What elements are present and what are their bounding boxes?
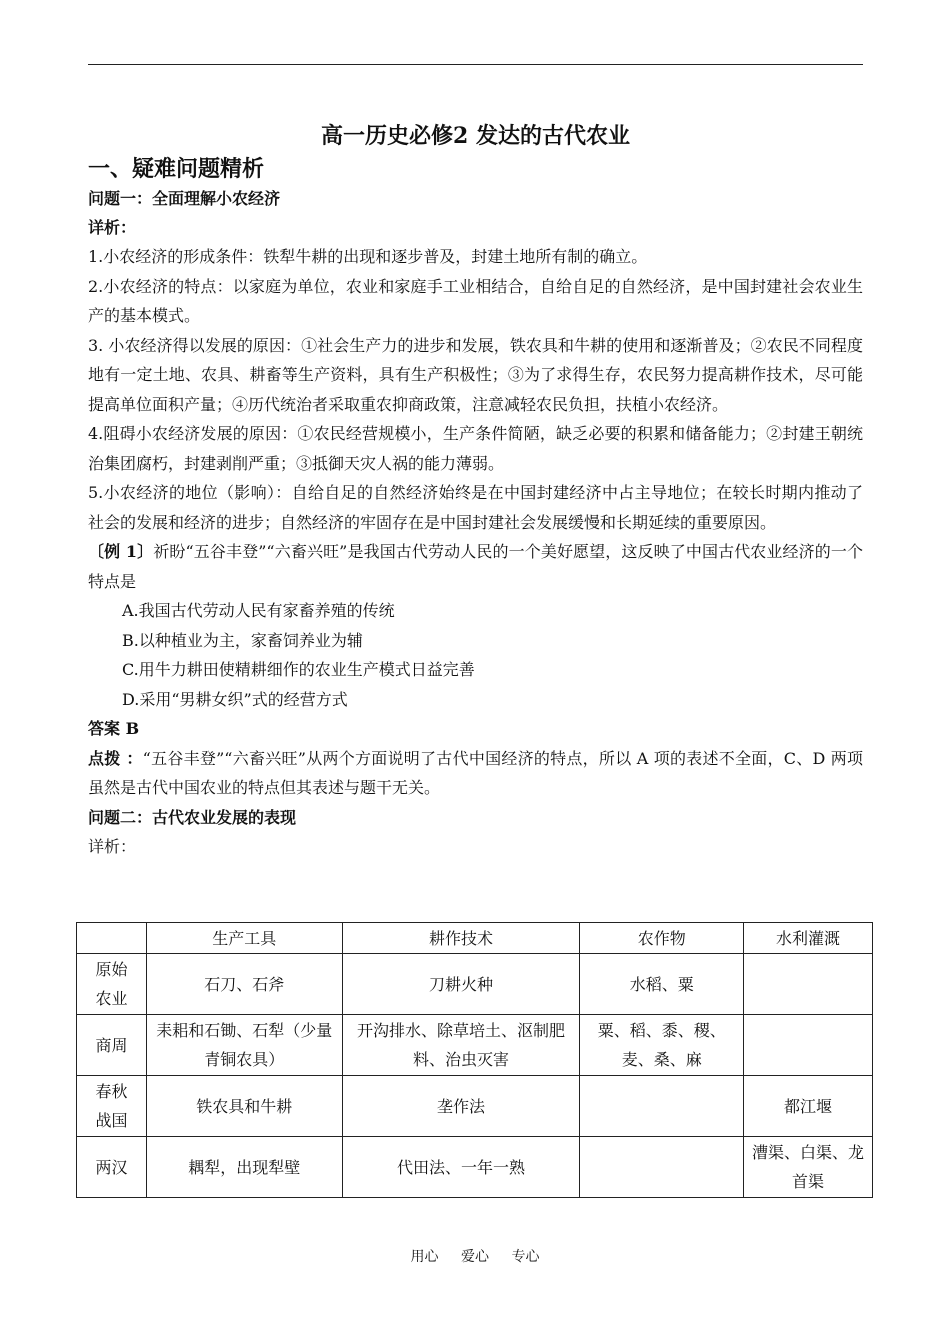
footer-text: 爱心 xyxy=(461,1249,489,1265)
table-cell: 石刀、石斧 xyxy=(146,954,342,1015)
example-question xyxy=(88,537,863,596)
hint-text: “五谷丰登”“六畜兴旺”从两个方面说明了古代中国经济的特点，所以 A 项的表述不全面，C、D 两项虽然是古代中国农业的特点但其表述与题干无关。 xyxy=(88,748,863,797)
table-header-row xyxy=(77,923,873,954)
table-cell: 开沟排水、除草培土、沤制肥料、治虫灭害 xyxy=(342,1015,580,1076)
table-cell: 粟、稻、黍、稷、麦、桑、麻 xyxy=(580,1015,744,1076)
detail-label-plain: 详析： xyxy=(88,836,137,856)
table-row xyxy=(77,954,873,1015)
table-row xyxy=(77,1076,873,1137)
table-header-cell: 耕作技术 xyxy=(342,923,580,954)
table-cell: 漕渠、白渠、龙首渠 xyxy=(744,1137,873,1198)
table-row xyxy=(77,1137,873,1198)
table-cell: 代田法、一年一熟 xyxy=(342,1137,580,1198)
header-rule xyxy=(88,64,863,65)
document-body xyxy=(88,118,863,861)
hint-label: 点拨 ： xyxy=(88,748,143,768)
point-3: 3. 小农经济得以发展的原因：①社会生产力的进步和发展，铁农具和牛耕的使用和逐渐普及；②农民不同程度地有一定土地、农具、耕畜等生产资料，具有生产积极性；③为了求得生存，农民努力提高耕作技术，尽可能提高单位面积产量；④历代统治者采取重农抑商政策，注意减轻农民负担，扶植小农经济。 xyxy=(88,335,863,414)
hint xyxy=(88,744,863,803)
point-2: 2.小农经济的特点：以家庭为单位，农业和家庭手工业相结合，自给自足的自然经济，是中国封建社会农业生产的基本模式。 xyxy=(88,276,863,325)
table-cell: 春秋 战国 xyxy=(77,1076,147,1137)
table-row xyxy=(77,1015,873,1076)
page-title: 高一历史必修2 发达的古代农业 xyxy=(321,123,630,149)
table-cell: 水稻、粟 xyxy=(580,954,744,1015)
point-1: 1.小农经济的形成条件：铁犁牛耕的出现和逐步普及，封建土地所有制的确立。 xyxy=(88,247,648,266)
footer-text: 用心 xyxy=(410,1249,439,1265)
table-header-cell: 农作物 xyxy=(580,923,744,954)
table-cell: 刀耕火种 xyxy=(342,954,580,1015)
table-cell xyxy=(580,1137,744,1198)
page-footer xyxy=(0,1246,950,1266)
point-4: 4.阻碍小农经济发展的原因：①农民经营规模小，生产条件简陋，缺乏必要的积累和储备能力；②封建王朝统治集团腐朽，封建剥削严重；③抵御天灾人祸的能力薄弱。 xyxy=(88,424,863,473)
footer-text: 专心 xyxy=(511,1249,540,1265)
point-5: 5.小农经济的地位（影响）：自给自足的自然经济始终是在中国封建经济中占主导地位；在较长时期内推动了社会的发展和经济的进步；自然经济的牢固存在是中国封建社会发展缓慢和长期延续的重要原因。 xyxy=(88,483,863,532)
table-header-cell xyxy=(77,923,147,954)
option-b: B.以种植业为主，家畜饲养业为辅 xyxy=(122,630,363,650)
detail-label: 详析： xyxy=(88,218,137,237)
table-cell xyxy=(744,954,873,1015)
question-two-heading: 问题二：古代农业发展的表现 xyxy=(88,807,297,827)
table-cell xyxy=(744,1015,873,1076)
table-cell: 铁农具和牛耕 xyxy=(146,1076,342,1137)
table-header-cell: 水利灌溉 xyxy=(744,923,873,954)
question-one-heading: 问题一：全面理解小农经济 xyxy=(88,189,281,208)
table-header-cell: 生产工具 xyxy=(146,923,342,954)
table-cell xyxy=(580,1076,744,1137)
answer: 答案 B xyxy=(88,719,140,738)
table-cell: 都江堰 xyxy=(744,1076,873,1137)
table-cell: 两汉 xyxy=(77,1137,147,1198)
example-question-text: 祈盼“五谷丰登”“六畜兴旺”是我国古代劳动人民的一个美好愿望，这反映了中国古代农业经济的一个特点是 xyxy=(88,542,863,591)
section-heading: 一、疑难问题精析 xyxy=(88,156,265,182)
example-tag: 〔例 1〕 xyxy=(88,542,154,561)
option-c: C.用牛力耕田使精耕细作的农业生产模式日益完善 xyxy=(122,660,475,679)
table-cell: 耒耜和石锄、石犁（少量青铜农具） xyxy=(146,1015,342,1076)
agriculture-table xyxy=(76,922,873,1198)
table-cell: 垄作法 xyxy=(342,1076,580,1137)
table-cell: 耦犁，出现犁壁 xyxy=(146,1137,342,1198)
option-a: A.我国古代劳动人民有家畜养殖的传统 xyxy=(122,601,395,620)
table-cell: 商周 xyxy=(77,1015,147,1076)
table-cell: 原始 农业 xyxy=(77,954,147,1015)
option-d: D.采用“男耕女织”式的经营方式 xyxy=(122,689,348,709)
